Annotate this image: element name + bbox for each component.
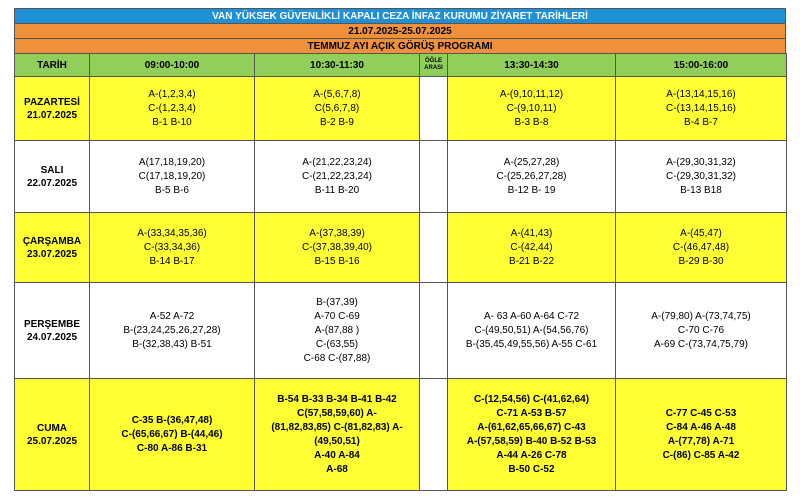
day-cell xyxy=(15,141,90,213)
slot-cell xyxy=(448,283,616,379)
schedule-document xyxy=(14,8,786,491)
slot-line: (81,82,83,85) C-(81,82,83) A- xyxy=(271,421,403,433)
break-cell xyxy=(420,213,448,283)
slot-cell xyxy=(90,77,255,141)
slot-line: B-15 B-16 xyxy=(314,255,360,267)
slot-line: A- 63 A-60 A-64 C-72 xyxy=(483,310,580,322)
slot-line: A-(5,6,7,8) xyxy=(313,88,361,100)
table-row xyxy=(15,213,787,283)
slot-line: C-(21,22,23,24) xyxy=(301,170,373,182)
day-cell xyxy=(15,283,90,379)
slot-line: C-68 C-(87,88) xyxy=(303,352,371,364)
slot-line: A(17,18,19,20) xyxy=(138,156,206,168)
slot-line: B-(23,24,25,26,27,28) xyxy=(123,324,221,336)
slot-line: C-(63,55) xyxy=(315,338,359,350)
slot-line: B-(32,38,43) B-51 xyxy=(132,338,212,350)
column-header-break xyxy=(420,54,448,77)
slot-cell xyxy=(90,379,255,491)
slot-cell xyxy=(448,141,616,213)
slot-cell xyxy=(616,379,787,491)
slot-line: B-21 B-22 xyxy=(508,255,555,267)
slot-cell xyxy=(448,213,616,283)
slot-cell xyxy=(255,283,420,379)
slot-line: C(57,58,59,60) A- xyxy=(297,407,377,419)
slot-line: C-(1,2,3,4) xyxy=(148,102,196,114)
slot-line: C-35 B-(36,47,48) xyxy=(131,414,213,426)
slot-line: B-54 B-33 B-34 B-41 B-42 xyxy=(277,393,397,405)
column-header-slot-4: 15:00-16:00 xyxy=(616,54,787,77)
slot-line: B-13 B18 xyxy=(680,184,722,196)
slot-line: A-(1,2,3,4) xyxy=(148,88,196,100)
slot-line: B-14 B-17 xyxy=(149,255,195,267)
slot-line: A-(87,88 ) xyxy=(314,324,360,336)
date-range: 21.07.2025-25.07.2025 xyxy=(14,23,786,38)
day-cell xyxy=(15,213,90,283)
table-header-row xyxy=(15,54,787,77)
slot-line: C-(37,38,39,40) xyxy=(301,241,373,253)
slot-line: C-(33,34,36) xyxy=(143,241,201,253)
slot-cell xyxy=(616,213,787,283)
table-row xyxy=(15,283,787,379)
slot-line: B-2 B-9 xyxy=(320,116,354,128)
slot-line: A-(45,47) xyxy=(680,227,722,239)
slot-line: B-29 B-30 xyxy=(678,255,724,267)
slot-line: C(5,6,7,8) xyxy=(314,102,360,114)
slot-line: C-(65,66,67) B-(44,46) xyxy=(121,428,223,440)
column-header-slot-3: 13:30-14:30 xyxy=(448,54,616,77)
break-cell xyxy=(420,283,448,379)
slot-line: A-(33,34,35,36) xyxy=(137,227,207,239)
slot-line: A-(25,27,28) xyxy=(503,156,560,168)
slot-cell xyxy=(255,213,420,283)
day-cell xyxy=(15,77,90,141)
day-cell xyxy=(15,379,90,491)
column-header-date: TARİH xyxy=(15,54,90,77)
slot-line: B-50 C-52 xyxy=(508,463,555,475)
slot-line: A-(57,58,59) B-40 B-52 B-53 xyxy=(466,435,597,447)
slot-cell xyxy=(255,77,420,141)
program-title: TEMMUZ AYI AÇIK GÖRÜŞ PROGRAMI xyxy=(14,38,786,53)
day-name: ÇARŞAMBA xyxy=(22,235,82,247)
column-header-slot-1: 09:00-10:00 xyxy=(90,54,255,77)
day-date: 21.07.2025 xyxy=(26,109,78,121)
slot-line: A-(61,62,65,66,67) C-43 xyxy=(477,421,586,433)
break-label-line-1: ÖĞLE xyxy=(424,58,442,64)
slot-line: C-(86) C-85 A-42 xyxy=(662,449,740,461)
day-name: CUMA xyxy=(37,422,67,434)
slot-cell xyxy=(616,283,787,379)
slot-line: A-70 C-69 xyxy=(314,310,360,322)
day-date: 22.07.2025 xyxy=(26,177,78,189)
slot-cell xyxy=(616,77,787,141)
day-date: 25.07.2025 xyxy=(26,435,78,447)
slot-line: B-11 B-20 xyxy=(314,184,360,196)
slot-line: B-3 B-8 xyxy=(514,116,549,128)
slot-line: A-(21,22,23,24) xyxy=(302,156,372,168)
slot-cell xyxy=(255,379,420,491)
column-header-slot-2: 10:30-11:30 xyxy=(255,54,420,77)
slot-line: C-71 A-53 B-57 xyxy=(496,407,567,419)
day-name: PERŞEMBE xyxy=(23,318,81,330)
slot-line: C-(42,44) xyxy=(510,241,553,253)
slot-line: B-4 B-7 xyxy=(684,116,718,128)
slot-line: C-(13,14,15,16) xyxy=(665,102,737,114)
slot-line: A-40 A-84 xyxy=(314,449,360,461)
slot-cell xyxy=(90,141,255,213)
break-cell xyxy=(420,141,448,213)
slot-cell xyxy=(90,283,255,379)
slot-cell xyxy=(255,141,420,213)
slot-line: B-(37,39) xyxy=(316,296,358,308)
slot-line: A-(41,43) xyxy=(510,227,553,239)
slot-line: (49,50,51) xyxy=(314,435,360,447)
slot-cell xyxy=(90,213,255,283)
visit-schedule-table xyxy=(14,53,787,491)
slot-line: A-(29,30,31,32) xyxy=(666,156,736,168)
slot-line: A-44 A-26 C-78 xyxy=(496,449,567,461)
document-title: VAN YÜKSEK GÜVENLİKLİ KAPALI CEZA İNFAZ KURUMU ZİYARET TARİHLERİ xyxy=(14,8,786,23)
slot-line: A-(9,10,11,12) xyxy=(499,88,564,100)
slot-line: A-(13,14,15,16) xyxy=(666,88,736,100)
slot-cell xyxy=(448,77,616,141)
day-date: 24.07.2025 xyxy=(26,331,78,343)
slot-line: C-(46,47,48) xyxy=(672,241,730,253)
slot-line: C-(12,54,56) C-(41,62,64) xyxy=(473,393,590,405)
slot-line: A-(37,38,39) xyxy=(309,227,365,239)
break-cell xyxy=(420,379,448,491)
day-name: PAZARTESİ xyxy=(24,96,80,108)
slot-line: B-5 B-6 xyxy=(155,184,189,196)
slot-line: A-52 A-72 xyxy=(149,310,195,322)
slot-line: A-68 xyxy=(326,463,348,475)
table-row xyxy=(15,141,787,213)
day-name: SALI xyxy=(40,164,64,176)
break-label-line-2: ARASI xyxy=(424,65,443,71)
slot-line: C-70 C-76 xyxy=(677,324,725,336)
slot-line: C-(29,30,31,32) xyxy=(665,170,737,182)
slot-cell xyxy=(616,141,787,213)
slot-line: B-12 B- 19 xyxy=(507,184,556,196)
slot-line: B-(35,45,49,55,56) A-55 C-61 xyxy=(465,338,598,350)
slot-line: A-(77,78) A-71 xyxy=(667,435,735,447)
slot-line: C-(25,26,27,28) xyxy=(496,170,567,182)
slot-line: C-(49,50,51) A-(54,56,76) xyxy=(474,324,589,336)
slot-line: C-80 A-86 B-31 xyxy=(136,442,208,454)
table-row xyxy=(15,379,787,491)
slot-line: C(17,18,19,20) xyxy=(138,170,206,182)
table-row xyxy=(15,77,787,141)
slot-line: C-84 A-46 A-48 xyxy=(666,421,736,433)
day-date: 23.07.2025 xyxy=(26,248,78,260)
slot-line: C-(9,10,11) xyxy=(506,102,557,114)
slot-line: C-77 C-45 C-53 xyxy=(665,407,737,419)
slot-cell xyxy=(448,379,616,491)
slot-line: B-1 B-10 xyxy=(152,116,192,128)
break-cell xyxy=(420,77,448,141)
slot-line: A-(79,80) A-(73,74,75) xyxy=(651,310,751,322)
slot-line: A-69 C-(73,74,75,79) xyxy=(654,338,748,350)
